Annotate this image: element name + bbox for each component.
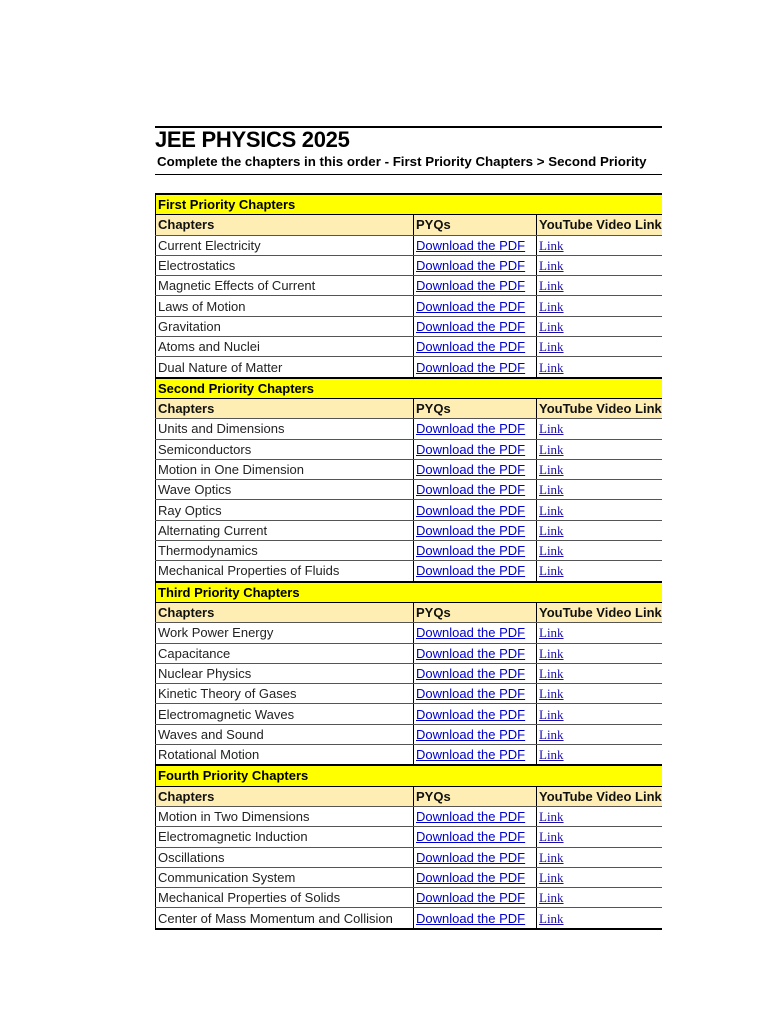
header-chapters: Chapters: [156, 602, 414, 622]
table-row: [156, 724, 663, 744]
table-row: [156, 806, 663, 826]
header-row: [156, 786, 663, 806]
download-pdf-link[interactable]: Download the PDF: [416, 462, 526, 477]
chapter-name: Thermodynamics: [156, 541, 414, 561]
youtube-link[interactable]: Link: [539, 706, 564, 722]
download-pdf-link[interactable]: Download the PDF: [416, 278, 526, 294]
table-row: [156, 480, 663, 500]
header-pyqs: PYQs: [414, 398, 537, 418]
page-subtitle: Complete the chapters in this order - First Priority Chapters > Second Priority: [157, 154, 647, 169]
table-row: [156, 255, 663, 275]
youtube-link[interactable]: Link: [539, 318, 564, 334]
chapter-name: Waves and Sound: [156, 724, 414, 744]
download-pdf-link[interactable]: Download the PDF: [416, 849, 526, 865]
table-row: [156, 235, 663, 255]
chapter-name: Laws of Motion: [156, 296, 414, 316]
youtube-link[interactable]: Link: [539, 645, 564, 661]
youtube-link[interactable]: Link: [539, 462, 564, 477]
youtube-link[interactable]: Link: [539, 522, 564, 538]
download-pdf-link[interactable]: Download the PDF: [416, 318, 526, 334]
chapter-name: Electromagnetic Induction: [156, 827, 414, 847]
download-pdf-link[interactable]: Download the PDF: [416, 706, 526, 722]
youtube-link[interactable]: Link: [539, 747, 564, 763]
table-row: [156, 908, 663, 929]
header-video: YouTube Video Link: [537, 602, 663, 622]
table-row: [156, 500, 663, 520]
table-row: [156, 541, 663, 561]
table-row: [156, 419, 663, 439]
youtube-link[interactable]: Link: [539, 829, 564, 845]
chapter-name: Magnetic Effects of Current: [156, 276, 414, 296]
chapter-name: Oscillations: [156, 847, 414, 867]
table-row: [156, 704, 663, 724]
chapters-table: [155, 193, 662, 930]
chapter-name: Kinetic Theory of Gases: [156, 684, 414, 704]
youtube-link[interactable]: Link: [539, 910, 564, 926]
download-pdf-link[interactable]: Download the PDF: [416, 441, 526, 457]
youtube-link[interactable]: Link: [539, 237, 564, 253]
chapter-name: Semiconductors: [156, 439, 414, 459]
download-pdf-link[interactable]: Download the PDF: [416, 339, 526, 355]
download-pdf-link[interactable]: Download the PDF: [416, 563, 526, 579]
header-chapters: Chapters: [156, 786, 414, 806]
download-pdf-link[interactable]: Download the PDF: [416, 298, 526, 314]
header-row: [156, 398, 663, 418]
download-pdf-link[interactable]: Download the PDF: [416, 258, 526, 274]
header-video: YouTube Video Link: [537, 215, 663, 235]
youtube-link[interactable]: Link: [539, 339, 564, 355]
youtube-link[interactable]: Link: [539, 421, 564, 437]
header-chapters: Chapters: [156, 398, 414, 418]
chapter-name: Communication System: [156, 867, 414, 887]
header-pyqs: PYQs: [414, 602, 537, 622]
chapter-name: Alternating Current: [156, 520, 414, 540]
header-row: [156, 215, 663, 235]
youtube-link[interactable]: Link: [539, 869, 564, 885]
table-row: [156, 439, 663, 459]
page-title: JEE PHYSICS 2025: [155, 127, 350, 152]
youtube-link[interactable]: Link: [539, 543, 564, 559]
youtube-link[interactable]: Link: [539, 441, 564, 457]
table-row: [156, 663, 663, 683]
table-row: [156, 827, 663, 847]
youtube-link[interactable]: Link: [539, 258, 564, 274]
youtube-link[interactable]: Link: [539, 563, 564, 579]
table-row: [156, 847, 663, 867]
header-chapters: Chapters: [156, 215, 414, 235]
chapter-name: Gravitation: [156, 316, 414, 336]
chapter-name: Electromagnetic Waves: [156, 704, 414, 724]
download-pdf-link[interactable]: Download the PDF: [416, 522, 526, 538]
chapter-name: Units and Dimensions: [156, 419, 414, 439]
subtitle-row: [155, 150, 662, 175]
chapter-name: Capacitance: [156, 643, 414, 663]
chapter-name: Mechanical Properties of Solids: [156, 888, 414, 908]
table-row: [156, 867, 663, 887]
section-row: [156, 378, 663, 399]
youtube-link[interactable]: Link: [539, 359, 564, 375]
download-pdf-link[interactable]: Download the PDF: [416, 686, 526, 702]
table-row: [156, 888, 663, 908]
spreadsheet-page: [155, 126, 662, 930]
chapter-name: Work Power Energy: [156, 623, 414, 643]
download-pdf-link[interactable]: Download the PDF: [416, 809, 526, 825]
youtube-link[interactable]: Link: [539, 298, 564, 314]
youtube-link[interactable]: Link: [539, 686, 564, 702]
chapter-name: Center of Mass Momentum and Collision: [156, 908, 414, 929]
youtube-link[interactable]: Link: [539, 278, 564, 294]
download-pdf-link[interactable]: Download the PDF: [416, 543, 526, 559]
chapter-name: Mechanical Properties of Fluids: [156, 561, 414, 582]
header-pyqs: PYQs: [414, 786, 537, 806]
table-row: [156, 357, 663, 378]
youtube-link[interactable]: Link: [539, 625, 564, 641]
section-title: Fourth Priority Chapters: [156, 765, 414, 786]
table-row: [156, 276, 663, 296]
youtube-link[interactable]: Link: [539, 665, 564, 681]
section-title: First Priority Chapters: [156, 194, 414, 215]
chapter-name: Electrostatics: [156, 255, 414, 275]
chapter-name: Wave Optics: [156, 480, 414, 500]
header-pyqs: PYQs: [414, 215, 537, 235]
youtube-link[interactable]: Link: [539, 890, 564, 906]
chapter-name: Current Electricity: [156, 235, 414, 255]
chapter-name: Dual Nature of Matter: [156, 357, 414, 378]
table-row: [156, 520, 663, 540]
header-video: YouTube Video Link: [537, 398, 663, 418]
table-row: [156, 337, 663, 357]
download-pdf-link[interactable]: Download the PDF: [416, 482, 526, 498]
chapter-name: Atoms and Nuclei: [156, 337, 414, 357]
chapter-name: Nuclear Physics: [156, 663, 414, 683]
youtube-link[interactable]: Link: [539, 502, 564, 518]
section-title: Third Priority Chapters: [156, 582, 414, 603]
download-pdf-link[interactable]: Download the PDF: [416, 747, 526, 763]
download-pdf-link[interactable]: Download the PDF: [416, 910, 526, 926]
chapter-name: Motion in Two Dimensions: [156, 806, 414, 826]
table-row: [156, 623, 663, 643]
download-pdf-link[interactable]: Download the PDF: [416, 665, 526, 681]
table-row: [156, 561, 663, 582]
chapter-name: Ray Optics: [156, 500, 414, 520]
table-row: [156, 643, 663, 663]
header-video: YouTube Video Link: [537, 786, 663, 806]
download-pdf-link[interactable]: Download the PDF: [416, 829, 526, 845]
chapter-name: Rotational Motion: [156, 745, 414, 766]
section-title: Second Priority Chapters: [156, 378, 414, 399]
header-row: [156, 602, 663, 622]
download-pdf-link[interactable]: Download the PDF: [416, 359, 526, 375]
download-pdf-link[interactable]: Download the PDF: [416, 421, 526, 437]
download-pdf-link[interactable]: Download the PDF: [416, 890, 526, 906]
download-pdf-link[interactable]: Download the PDF: [416, 237, 526, 253]
table-row: [156, 296, 663, 316]
download-pdf-link[interactable]: Download the PDF: [416, 625, 526, 641]
chapter-name: Motion in One Dimension: [156, 459, 414, 479]
download-pdf-link[interactable]: Download the PDF: [416, 869, 526, 885]
section-row: [156, 582, 663, 603]
youtube-link[interactable]: Link: [539, 809, 564, 825]
youtube-link[interactable]: Link: [539, 849, 564, 865]
table-row: [156, 459, 663, 479]
youtube-link[interactable]: Link: [539, 482, 564, 498]
title-row: [155, 126, 662, 150]
youtube-link[interactable]: Link: [539, 726, 564, 742]
table-row: [156, 316, 663, 336]
download-pdf-link[interactable]: Download the PDF: [416, 502, 526, 518]
download-pdf-link[interactable]: Download the PDF: [416, 645, 526, 661]
download-pdf-link[interactable]: Download the PDF: [416, 726, 526, 742]
table-row: [156, 745, 663, 766]
section-row: [156, 194, 663, 215]
section-row: [156, 765, 663, 786]
table-row: [156, 684, 663, 704]
